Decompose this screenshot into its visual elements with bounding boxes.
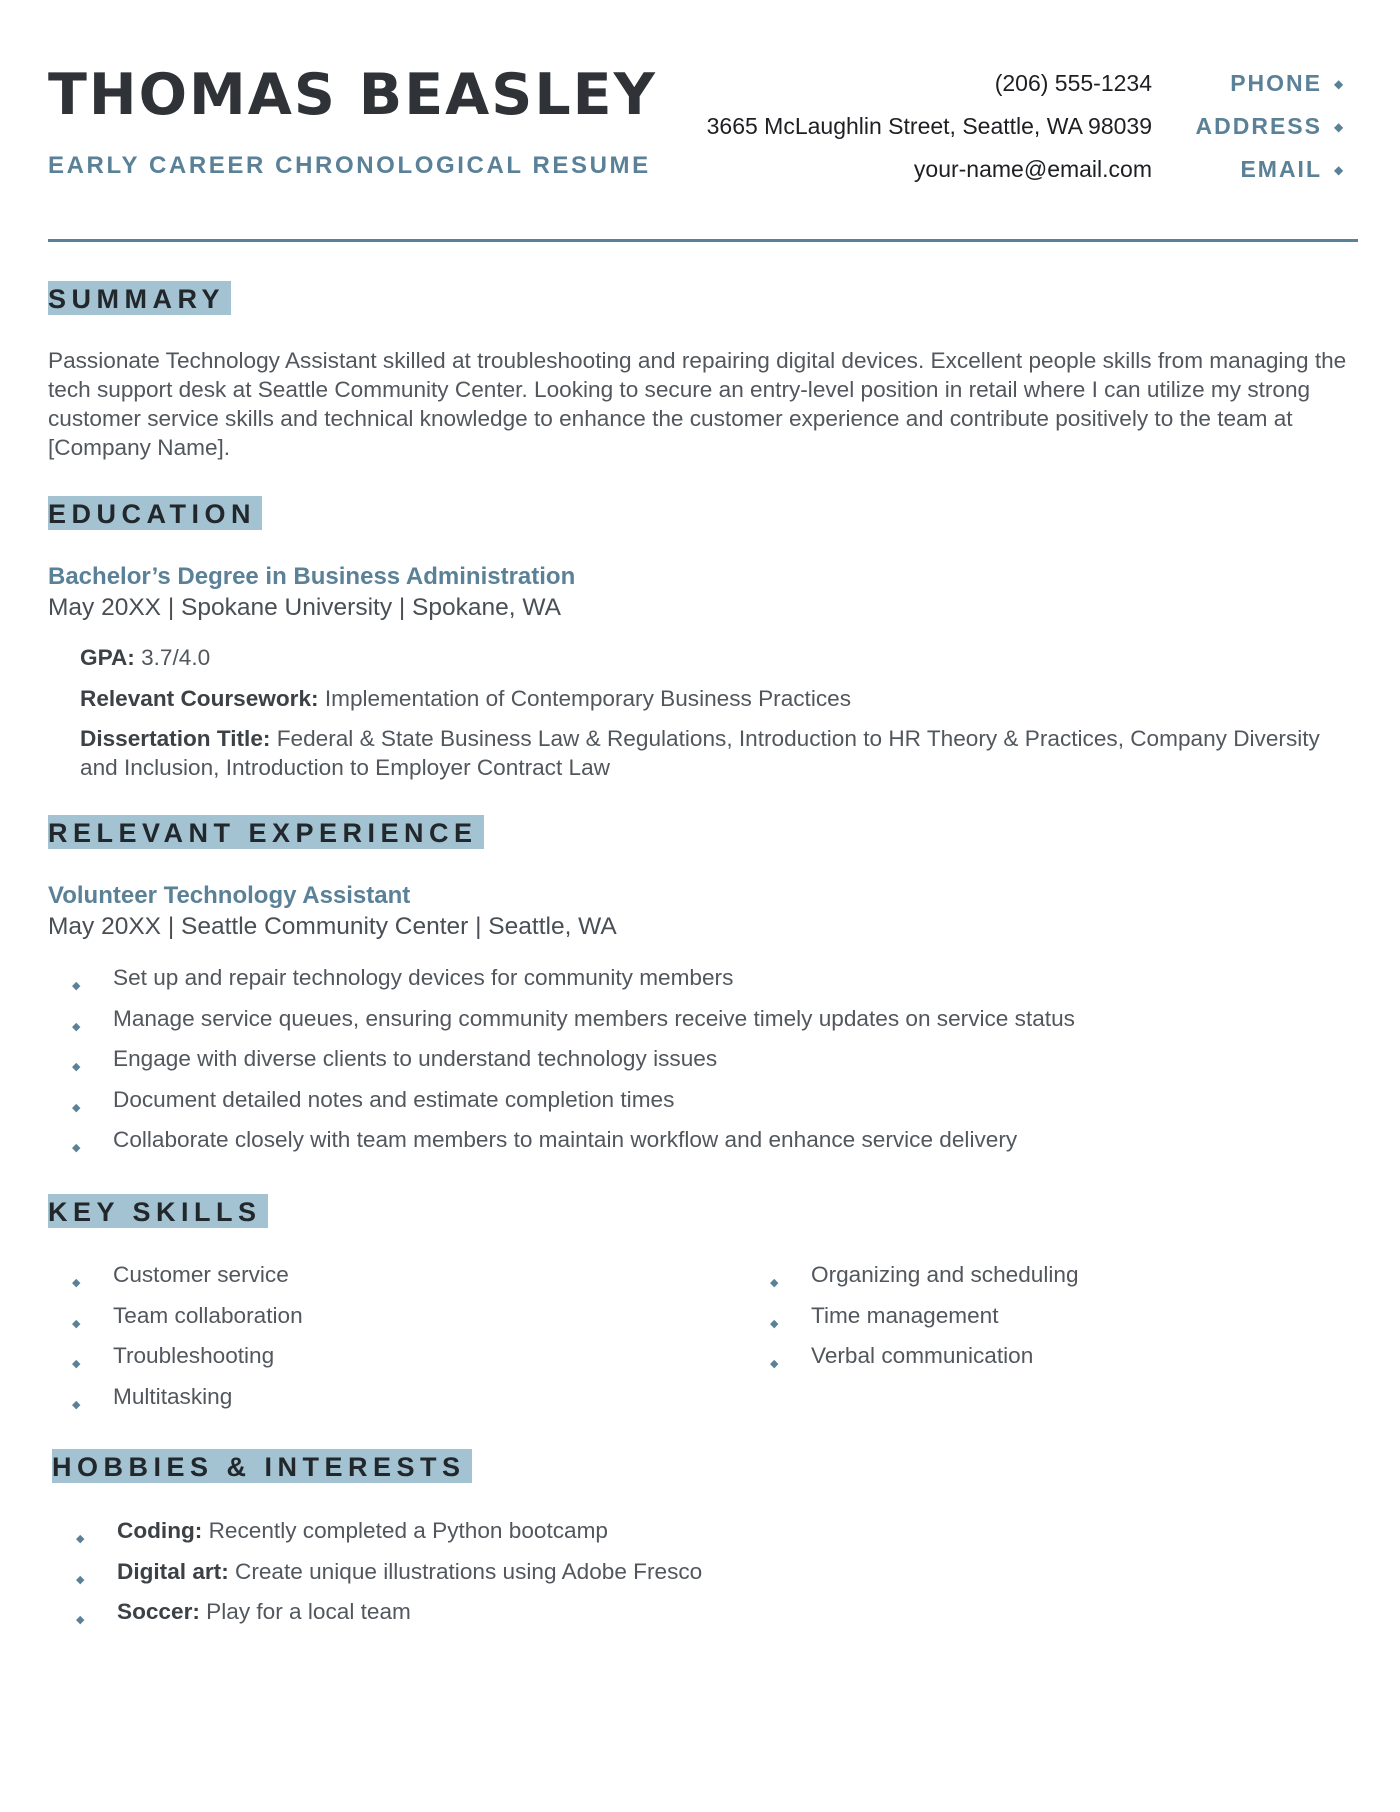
hobbies-list	[52, 1516, 702, 1638]
education-meta: May 20XX | Spokane University | Spokane, WA	[48, 594, 561, 621]
address-value: 3665 McLaughlin Street, Seattle, WA 98039	[706, 113, 1152, 139]
list-item: ◆ Time management	[746, 1301, 1079, 1342]
phone-value: (206) 555-1234	[994, 70, 1152, 96]
diamond-icon: ◆	[72, 1020, 81, 1033]
list-item: ◆ Customer service	[48, 1260, 303, 1301]
diamond-icon: ◆	[770, 1277, 779, 1289]
detail-label: Relevant Coursework:	[80, 686, 319, 711]
degree-title: Bachelor’s Degree in Business Administration	[48, 563, 576, 590]
list-item: ◆ Collaborate closely with team members to maintain workflow and enhance service delivery	[48, 1125, 1075, 1166]
list-item: ◆ Manage service queues, ensuring community members receive timely updates on service status	[48, 1004, 1075, 1045]
list-item: ◆ Engage with diverse clients to understand technology issues	[48, 1044, 1075, 1085]
resume-name: THOMAS BEASLEY	[48, 62, 657, 128]
list-item: ◆ Soccer: Play for a local team	[52, 1597, 702, 1638]
list-item: ◆ Digital art: Create unique illustrations using Adobe Fresco	[52, 1557, 702, 1598]
detail-label: Dissertation Title:	[80, 726, 271, 751]
list-item: ◆ Organizing and scheduling	[746, 1260, 1079, 1301]
contact-block	[646, 62, 1346, 191]
resume-subtitle: EARLY CAREER CHRONOLOGICAL RESUME	[48, 152, 651, 179]
experience-bullets	[48, 963, 1075, 1166]
list-item: ◆ Team collaboration	[48, 1301, 303, 1342]
detail-value: Federal & State Business Law & Regulations, Introduction to HR Theory & Practices, Company Diversity and Inclusion, Introduction to Employer Contract Law	[80, 726, 1320, 780]
list-item: ◆ Troubleshooting	[48, 1341, 303, 1382]
diamond-icon: ◆	[1334, 119, 1344, 134]
skills-right-list	[746, 1260, 1079, 1382]
diamond-icon: ◆	[72, 1061, 81, 1073]
diamond-icon: ◆	[72, 1358, 81, 1370]
education-gpa	[80, 643, 1360, 672]
summary-text: Passionate Technology Assistant skilled at troubleshooting and repairing digital devices. Excellent people skills from managing the tech support desk at Seattle Community Center. Looking to secure an entry-level position in retail where I can utilize my strong customer service skills and technical knowledge to enhance the customer experience and contribute positively to the team at [Company Name].	[48, 348, 1347, 460]
job-title: Volunteer Technology Assistant	[48, 882, 411, 909]
experience-heading: RELEVANT EXPERIENCE	[48, 815, 484, 849]
diamond-icon: ◆	[76, 1614, 85, 1626]
diamond-icon: ◆	[72, 1398, 81, 1411]
diamond-icon: ◆	[76, 1533, 85, 1545]
diamond-icon: ◆	[72, 1101, 81, 1114]
list-item: ◆ Set up and repair technology devices for community members	[48, 963, 1075, 1004]
contact-address	[646, 105, 1346, 148]
skills-left-list	[48, 1260, 303, 1422]
list-item: ◆ Coding: Recently completed a Python bootcamp	[52, 1516, 702, 1557]
diamond-icon: ◆	[76, 1573, 85, 1586]
diamond-icon: ◆	[72, 1317, 81, 1330]
email-value: your-name@email.com	[913, 156, 1152, 182]
list-item: ◆ Document detailed notes and estimate completion times	[48, 1085, 1075, 1126]
skills-heading: KEY SKILLS	[48, 1194, 268, 1228]
diamond-icon: ◆	[770, 1358, 779, 1370]
detail-label: GPA:	[80, 645, 135, 670]
diamond-icon: ◆	[1334, 76, 1344, 91]
diamond-icon: ◆	[72, 1277, 81, 1289]
education-heading: EDUCATION	[48, 496, 262, 530]
address-label: ADDRESS	[1195, 113, 1322, 139]
list-item: ◆ Verbal communication	[746, 1341, 1079, 1382]
diamond-icon: ◆	[1334, 162, 1344, 177]
detail-value: Implementation of Contemporary Business Practices	[324, 686, 852, 711]
contact-phone	[646, 62, 1346, 105]
phone-label: PHONE	[1230, 70, 1322, 96]
education-dissertation	[80, 724, 1360, 782]
detail-value: 3.7/4.0	[141, 645, 211, 670]
hobbies-heading: HOBBIES & INTERESTS	[52, 1449, 472, 1483]
diamond-icon: ◆	[72, 1142, 81, 1154]
experience-meta: May 20XX | Seattle Community Center | Seattle, WA	[48, 913, 617, 940]
list-item: ◆ Multitasking	[48, 1382, 303, 1423]
contact-email	[646, 148, 1346, 191]
email-label: EMAIL	[1240, 156, 1322, 182]
summary-heading: SUMMARY	[48, 281, 231, 315]
diamond-icon: ◆	[72, 980, 81, 992]
diamond-icon: ◆	[770, 1317, 779, 1330]
header-divider	[48, 239, 1358, 242]
education-coursework	[80, 684, 1360, 713]
